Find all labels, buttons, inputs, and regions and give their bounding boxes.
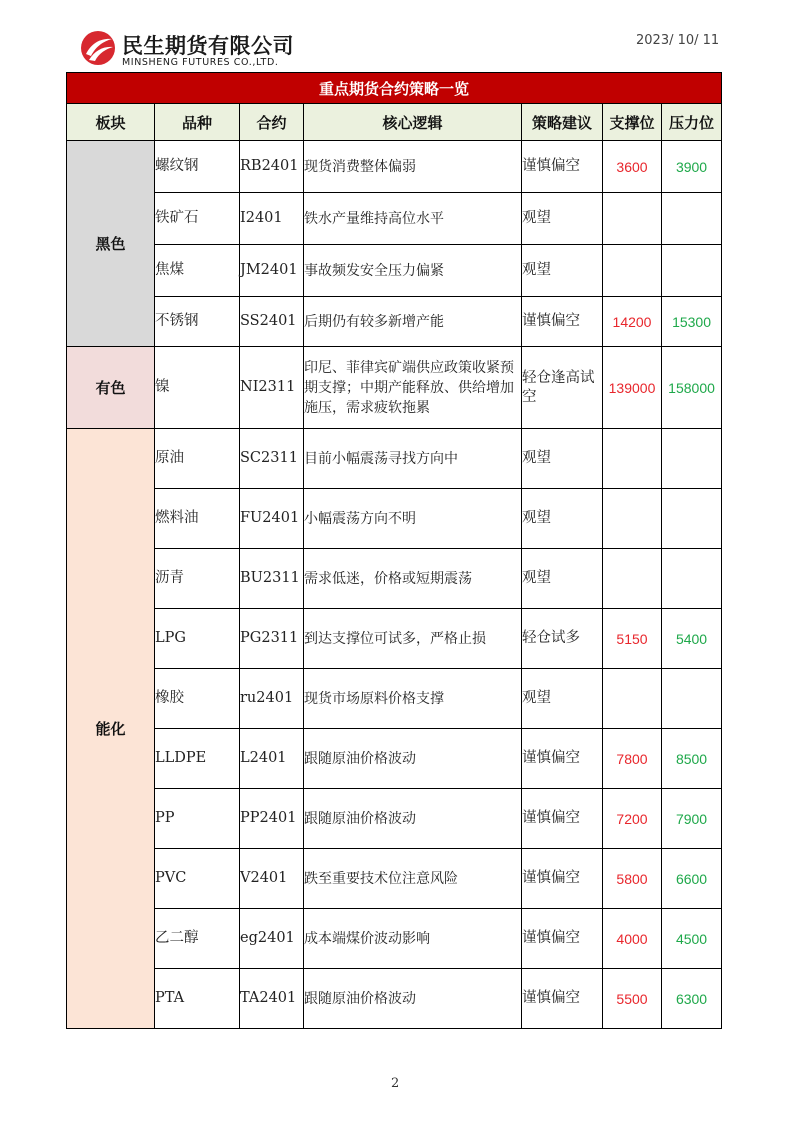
resistance-cell: 4500 — [662, 909, 722, 969]
table-header-row — [67, 104, 722, 141]
logic-cell: 印尼、菲律宾矿端供应政策收紧预期支撑；中期产能释放、供给增加施压，需求疲软拖累 — [304, 347, 522, 429]
sector-cell: 有色 — [67, 347, 155, 429]
support-cell — [603, 549, 662, 609]
contract-cell: BU2311 — [240, 549, 304, 609]
support-cell: 5800 — [603, 849, 662, 909]
contract-cell: FU2401 — [240, 489, 304, 549]
strategy-cell: 观望 — [522, 549, 603, 609]
support-cell: 139000 — [603, 347, 662, 429]
contract-cell: eg2401 — [240, 909, 304, 969]
resistance-cell — [662, 549, 722, 609]
variety-cell: 原油 — [155, 429, 240, 489]
support-cell: 4000 — [603, 909, 662, 969]
contract-cell: PP2401 — [240, 789, 304, 849]
table-row — [67, 789, 722, 849]
logic-cell: 现货消费整体偏弱 — [304, 141, 522, 193]
contract-cell: SC2311 — [240, 429, 304, 489]
table-row — [67, 193, 722, 245]
logic-cell: 小幅震荡方向不明 — [304, 489, 522, 549]
column-header: 压力位 — [662, 104, 722, 141]
contract-cell: TA2401 — [240, 969, 304, 1029]
table-row — [67, 909, 722, 969]
variety-cell: 螺纹钢 — [155, 141, 240, 193]
support-cell: 14200 — [603, 297, 662, 347]
variety-cell: PP — [155, 789, 240, 849]
resistance-cell — [662, 429, 722, 489]
strategy-cell: 观望 — [522, 669, 603, 729]
strategy-cell: 谨慎偏空 — [522, 849, 603, 909]
logic-cell: 铁水产量维持高位水平 — [304, 193, 522, 245]
logic-cell: 成本端煤价波动影响 — [304, 909, 522, 969]
company-name-en: MINSHENG FUTURES CO.,LTD. — [122, 57, 279, 68]
variety-cell: PTA — [155, 969, 240, 1029]
table-row — [67, 729, 722, 789]
logic-cell: 跟随原油价格波动 — [304, 969, 522, 1029]
column-header: 合约 — [240, 104, 304, 141]
resistance-cell: 6600 — [662, 849, 722, 909]
contract-cell: I2401 — [240, 193, 304, 245]
report-date: 2023/ 10/ 11 — [636, 33, 720, 48]
table-row — [67, 609, 722, 669]
strategy-cell: 观望 — [522, 245, 603, 297]
table-row — [67, 489, 722, 549]
variety-cell: 不锈钢 — [155, 297, 240, 347]
variety-cell: 沥青 — [155, 549, 240, 609]
variety-cell: 乙二醇 — [155, 909, 240, 969]
table-row — [67, 297, 722, 347]
contract-cell: ru2401 — [240, 669, 304, 729]
variety-cell: 铁矿石 — [155, 193, 240, 245]
resistance-cell: 158000 — [662, 347, 722, 429]
sector-cell: 黑色 — [67, 141, 155, 347]
variety-cell: PVC — [155, 849, 240, 909]
table-row — [67, 969, 722, 1029]
contract-cell: RB2401 — [240, 141, 304, 193]
logic-cell: 跌至重要技术位注意风险 — [304, 849, 522, 909]
strategy-cell: 谨慎偏空 — [522, 909, 603, 969]
variety-cell: LLDPE — [155, 729, 240, 789]
strategy-table — [66, 72, 722, 1029]
strategy-cell: 谨慎偏空 — [522, 297, 603, 347]
contract-cell: SS2401 — [240, 297, 304, 347]
strategy-cell: 观望 — [522, 429, 603, 489]
contract-cell: JM2401 — [240, 245, 304, 297]
column-header: 品种 — [155, 104, 240, 141]
resistance-cell: 5400 — [662, 609, 722, 669]
support-cell: 5150 — [603, 609, 662, 669]
variety-cell: 焦煤 — [155, 245, 240, 297]
minsheng-logo-icon — [80, 30, 116, 66]
logic-cell: 目前小幅震荡寻找方向中 — [304, 429, 522, 489]
strategy-cell: 谨慎偏空 — [522, 789, 603, 849]
resistance-cell — [662, 193, 722, 245]
table-row — [67, 347, 722, 429]
support-cell — [603, 429, 662, 489]
sector-cell: 能化 — [67, 429, 155, 1029]
page-number: 2 — [391, 1076, 400, 1091]
strategy-cell: 观望 — [522, 489, 603, 549]
logic-cell: 现货市场原料价格支撑 — [304, 669, 522, 729]
contract-cell: L2401 — [240, 729, 304, 789]
table-title: 重点期货合约策略一览 — [67, 73, 722, 104]
logic-cell: 跟随原油价格波动 — [304, 729, 522, 789]
table-row — [67, 849, 722, 909]
support-cell — [603, 669, 662, 729]
support-cell: 3600 — [603, 141, 662, 193]
variety-cell: 燃料油 — [155, 489, 240, 549]
variety-cell: 镍 — [155, 347, 240, 429]
logic-cell: 事故频发安全压力偏紧 — [304, 245, 522, 297]
support-cell: 7800 — [603, 729, 662, 789]
contract-cell: V2401 — [240, 849, 304, 909]
contract-cell: PG2311 — [240, 609, 304, 669]
variety-cell: 橡胶 — [155, 669, 240, 729]
logic-cell: 到达支撑位可试多，严格止损 — [304, 609, 522, 669]
resistance-cell — [662, 669, 722, 729]
table-row — [67, 141, 722, 193]
column-header: 板块 — [67, 104, 155, 141]
table-row — [67, 245, 722, 297]
strategy-cell: 轻仓逢高试空 — [522, 347, 603, 429]
support-cell: 7200 — [603, 789, 662, 849]
resistance-cell: 6300 — [662, 969, 722, 1029]
table-row — [67, 429, 722, 489]
resistance-cell: 7900 — [662, 789, 722, 849]
resistance-cell: 15300 — [662, 297, 722, 347]
resistance-cell — [662, 489, 722, 549]
resistance-cell: 3900 — [662, 141, 722, 193]
resistance-cell: 8500 — [662, 729, 722, 789]
company-name-cn: 民生期货有限公司 — [122, 34, 294, 58]
strategy-cell: 观望 — [522, 193, 603, 245]
column-header: 策略建议 — [522, 104, 603, 141]
column-header: 支撑位 — [603, 104, 662, 141]
resistance-cell — [662, 245, 722, 297]
table-row — [67, 549, 722, 609]
support-cell — [603, 193, 662, 245]
column-header: 核心逻辑 — [304, 104, 522, 141]
logic-cell: 后期仍有较多新增产能 — [304, 297, 522, 347]
strategy-cell: 轻仓试多 — [522, 609, 603, 669]
strategy-cell: 谨慎偏空 — [522, 969, 603, 1029]
support-cell — [603, 489, 662, 549]
company-logo — [80, 30, 320, 70]
contract-cell: NI2311 — [240, 347, 304, 429]
support-cell — [603, 245, 662, 297]
variety-cell: LPG — [155, 609, 240, 669]
table-row — [67, 669, 722, 729]
logic-cell: 跟随原油价格波动 — [304, 789, 522, 849]
support-cell: 5500 — [603, 969, 662, 1029]
logic-cell: 需求低迷，价格或短期震荡 — [304, 549, 522, 609]
strategy-cell: 谨慎偏空 — [522, 141, 603, 193]
strategy-cell: 谨慎偏空 — [522, 729, 603, 789]
